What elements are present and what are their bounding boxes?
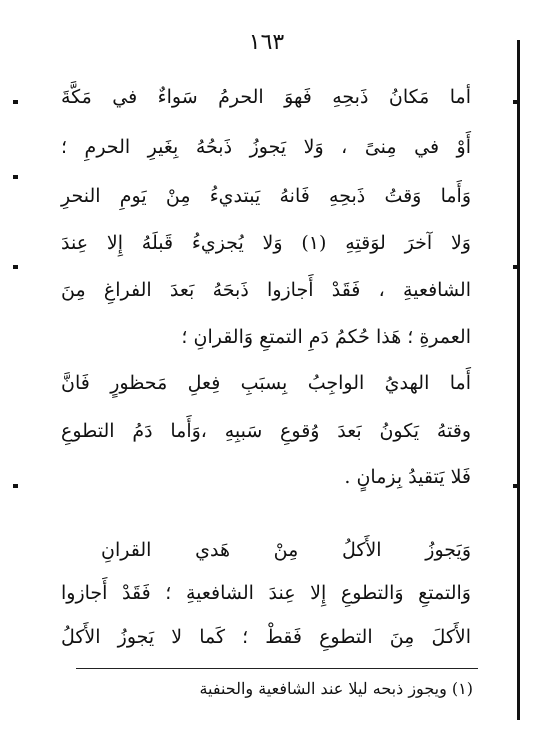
left-margin-mark [13, 100, 18, 104]
text-line-4: وَلا آخرَ لوَقتِهِ (١) وَلا يُجزيءُ قَبلَهُ إِلا عِندَ [61, 232, 471, 254]
text-line-2: أَوْ في مِنىً ، وَلا يَجوزُ ذَبحُهُ بِغَيرِ الحرمِ ؛ [61, 136, 471, 158]
footnote: (١) ويجوز ذبحه ليلا عند الشافعية والحنفية [199, 679, 473, 698]
text-line-6: العمرةِ ؛ هَذا حُكمُ دَمِ التمتعِ وَالقرانِ ؛ [181, 326, 471, 348]
margin-mark [513, 265, 519, 269]
text-line-12: الأَكلَ مِنَ التطوعِ فَقطْ ؛ كَما لا يَجوزُ الأَكلُ [61, 626, 471, 648]
text-line-11: وَالتمتعِ وَالتطوعِ إِلا عِندَ الشافعيةِ ؛ فَقَدْ أَجازوا [61, 582, 471, 604]
left-margin-mark [13, 484, 18, 488]
margin-mark [513, 100, 519, 104]
text-line-1: أما مَكانُ ذَبحِهِ فَهوَ الحرمُ سَواءٌ في مَكَّةَ [61, 86, 471, 108]
left-margin-mark [13, 265, 18, 269]
left-margin-mark [13, 175, 18, 179]
text-line-3: وَأَما وَقتُ ذَبحِهِ فَانهُ يَبتديءُ مِنْ يَومِ النحرِ [61, 185, 471, 207]
margin-mark [513, 484, 519, 488]
footnote-separator [76, 668, 478, 669]
text-line-9: فَلا يَتقيدُ بِزمانٍ . [344, 466, 471, 488]
text-line-7: أَما الهديُ الواجِبُ بِسبَبِ فِعلِ مَحظورٍ فَانَّ [61, 372, 471, 394]
text-line-10: وَيَجوزُ الأَكلُ مِنْ هَدي القرانِ [101, 539, 471, 561]
page-number: ١٦٣ [248, 30, 285, 55]
binding-edge [517, 40, 520, 720]
text-line-8: وقتهُ يَكونُ بَعدَ وُقوعِ سَببِهِ ،وَأَما دَمُ التطوعِ [61, 420, 471, 442]
text-line-5: الشافعيةِ ، فَقَدْ أَجازوا ذَبحَهُ بَعدَ الفراغِ مِنَ [61, 279, 471, 301]
